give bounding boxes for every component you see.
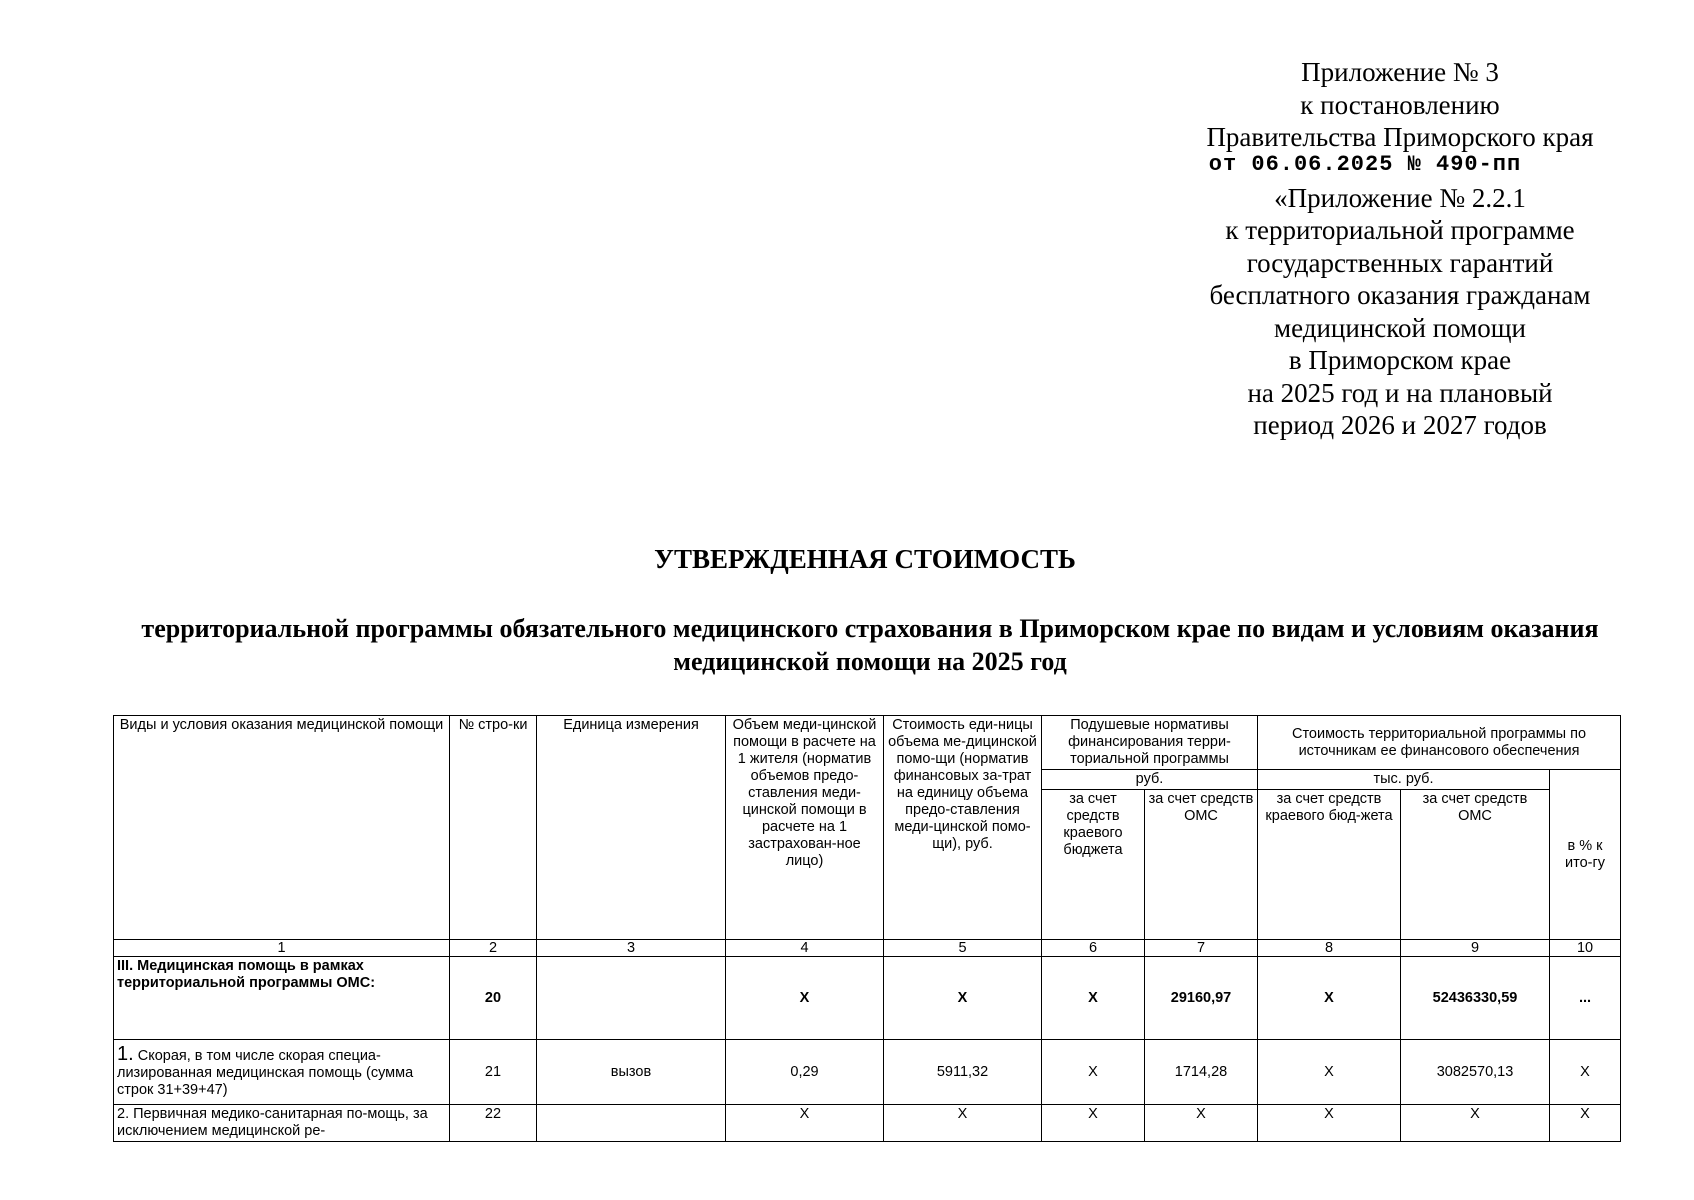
row-number: 20: [450, 957, 537, 1040]
row-label: III. Медицинская помощь в рамках территориальной программы ОМС:: [114, 957, 450, 1040]
appendix-line: «Приложение № 2.2.1: [1274, 182, 1526, 213]
appendix-header: [1150, 56, 1650, 442]
appendix-line: к территориальной программе: [1225, 215, 1575, 245]
row-number: 22: [450, 1105, 537, 1142]
row-oms-total: 52436330,59: [1401, 957, 1550, 1040]
row-label: 2. Первичная медико-санитарная по-мощь, за исключением медицинской ре-: [114, 1105, 450, 1142]
row-unit-cost: 5911,32: [884, 1040, 1042, 1105]
header-percent: в % к ито-гу: [1550, 770, 1621, 940]
header-row-number: № стро-ки: [450, 716, 537, 940]
header-rub: руб.: [1042, 770, 1258, 790]
appendix-line: Приложение № 3: [1301, 57, 1499, 87]
column-number: 6: [1042, 940, 1145, 957]
row-unit: вызов: [537, 1040, 726, 1105]
appendix-line: в Приморском крае: [1288, 345, 1512, 375]
header-oms-norm: за счет средств ОМС: [1145, 790, 1258, 940]
column-number: 2: [450, 940, 537, 957]
column-number: 3: [537, 940, 726, 957]
row-volume: 0,29: [726, 1040, 884, 1105]
row-unit-cost: X: [884, 957, 1042, 1040]
row-oms-norm: 29160,97: [1145, 957, 1258, 1040]
row-oms-norm: X: [1145, 1105, 1258, 1142]
row-label-text: Скорая, в том числе скорая специа-лизированная медицинская помощь (сумма строк 31+39+47): [117, 1047, 414, 1098]
row-percent: ...: [1550, 957, 1621, 1040]
resolution-stamp: от 06.06.2025 № 490-пп: [1208, 151, 1522, 177]
row-number: 21: [450, 1040, 537, 1105]
header-row-1: [114, 716, 1621, 770]
header-per-capita-norms: Подушевые нормативы финансирования терри-ториальной программы: [1042, 716, 1258, 770]
table-row: [114, 1040, 1621, 1105]
appendix-line: на 2025 год и на плановый: [1247, 377, 1553, 408]
appendix-line: медицинской помощи: [1274, 312, 1526, 343]
appendix-line: государственных гарантий: [1246, 247, 1554, 278]
row-volume: X: [726, 957, 884, 1040]
header-volume: Объем меди-цинской помощи в расчете на 1 жителя (норматив объемов предо-ставления меди-цинской помощи в расчете на 1 застрахован-ное лицо): [726, 716, 884, 940]
table-row: [114, 957, 1621, 1040]
row-budget-norm: X: [1042, 1040, 1145, 1105]
row-percent: X: [1550, 1105, 1621, 1142]
row-unit-cost: X: [884, 1105, 1042, 1142]
column-number: 8: [1258, 940, 1401, 957]
row-oms-norm: 1714,28: [1145, 1040, 1258, 1105]
document-title: УТВЕРЖДЕННАЯ СТОИМОСТЬ: [654, 544, 1076, 574]
row-unit: [537, 1105, 726, 1142]
header-budget-norm: за счет средств краевого бюджета: [1042, 790, 1145, 940]
cost-table: [113, 715, 1621, 1142]
row-budget-norm: X: [1042, 1105, 1145, 1142]
header-program-cost: Стоимость территориальной программы по источникам ее финансового обеспечения: [1258, 716, 1621, 770]
row-budget-total: X: [1258, 1105, 1401, 1142]
header-budget-total: за счет средств краевого бюд-жета: [1258, 790, 1401, 940]
column-number: 4: [726, 940, 884, 957]
header-thousand-rub: тыс. руб.: [1258, 770, 1550, 790]
row-label-number: 1.: [117, 1042, 134, 1065]
row-label: [114, 1040, 450, 1105]
row-percent: X: [1550, 1040, 1621, 1105]
appendix-line: период 2026 и 2027 годов: [1253, 410, 1547, 440]
row-budget-total: X: [1258, 957, 1401, 1040]
column-number: 9: [1401, 940, 1550, 957]
column-number: 5: [884, 940, 1042, 957]
row-volume: X: [726, 1105, 884, 1142]
column-number: 10: [1550, 940, 1621, 957]
appendix-line: Правительства Приморского края: [1206, 122, 1594, 152]
appendix-line: к постановлению: [1300, 89, 1500, 120]
header-care-type: Виды и условия оказания медицинской помощи: [114, 716, 450, 940]
row-oms-total: X: [1401, 1105, 1550, 1142]
table-row: [114, 1105, 1621, 1142]
row-unit: [537, 957, 726, 1040]
column-numbers-row: [114, 940, 1621, 957]
appendix-line: бесплатного оказания гражданам: [1209, 280, 1591, 310]
column-number: 7: [1145, 940, 1258, 957]
header-unit-cost: Стоимость еди-ницы объема ме-дицинской помо-щи (норматив финансовых за-трат на единицу объема предо-ставления меди-цинской помо-щи), руб.: [884, 716, 1042, 940]
column-number: 1: [114, 940, 450, 957]
row-oms-total: 3082570,13: [1401, 1040, 1550, 1105]
row-budget-total: X: [1258, 1040, 1401, 1105]
document-subtitle: территориальной программы обязательного медицинского страхования в Приморском крае по видам и условиям оказания медицинской помощи на 2025 год: [141, 614, 1599, 676]
header-oms-total: за счет средств ОМС: [1401, 790, 1550, 940]
row-budget-norm: X: [1042, 957, 1145, 1040]
header-unit: Единица измерения: [537, 716, 726, 940]
